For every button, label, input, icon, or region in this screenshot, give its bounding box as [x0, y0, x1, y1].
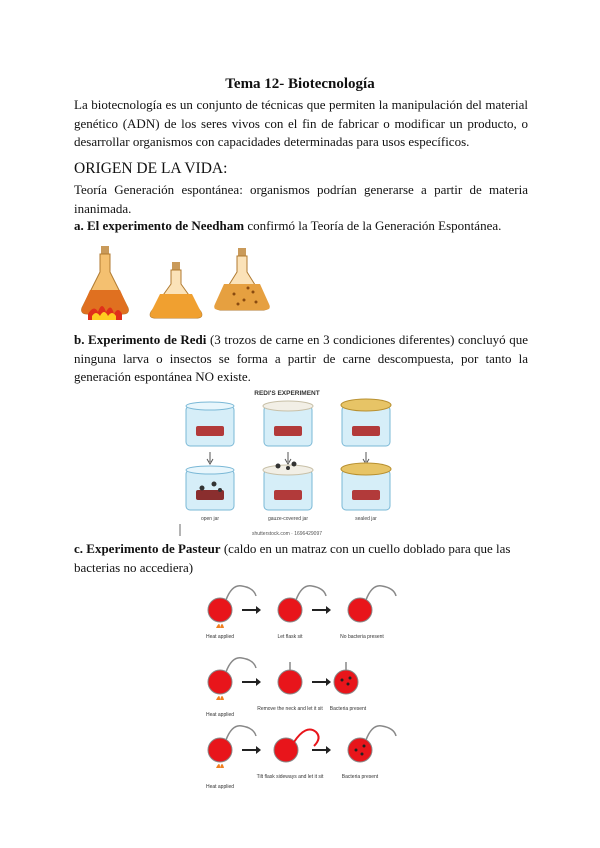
pasteur-row1-left: Heat applied: [205, 634, 235, 640]
redi-credit: shutterstock.com · 1696429097: [251, 531, 323, 537]
item-a-paragraph: [74, 217, 528, 236]
redi-caption-gauze: gauze-covered jar: [267, 516, 309, 522]
pasteur-row-2: [206, 658, 367, 718]
redi-arrows: [207, 452, 369, 464]
item-b-paragraph: [74, 331, 528, 387]
pasteur-row3-middle: Tilt flask sideways and let it sit: [256, 774, 324, 780]
gauze-jar-before: [263, 401, 313, 446]
pasteur-row1-right: No bacteria present: [340, 634, 384, 640]
pasteur-row1-middle: Let flask sit: [277, 634, 303, 640]
item-b-heading: b. Experimento de Redi: [74, 332, 207, 347]
redi-caption-open: open jar: [200, 516, 220, 522]
item-c-heading: c. Experimento de Pasteur: [74, 541, 221, 556]
intro-paragraph: La biotecnología es un conjunto de técnicas que permiten la manipulación del material genético (ADN) de los seres vivos con el fin de fabricar o modificar un producto, o desarrollar organismos con capacidades determinadas para usos específicos.: [74, 97, 528, 149]
pasteur-row2-left: Heat applied: [205, 712, 235, 718]
needham-flasks-image: [78, 242, 288, 322]
redi-figure-title: REDI'S EXPERIMENT: [254, 390, 320, 397]
pasteur-experiment-image: [190, 578, 400, 794]
pasteur-row2-middle: Remove the neck and let it sit: [257, 706, 323, 712]
redi-caption-sealed: sealed jar: [355, 516, 377, 522]
item-b-text: (3 trozos de carne en 3 condiciones diferentes) concluyó que ninguna larva o insectos se forma a partir de carne descompuesta, por tanto la generación espontánea NO existe.: [74, 332, 528, 384]
item-a-heading: a. El experimento de Needham: [74, 218, 245, 233]
item-c-text: (caldo en un matraz con un cuello doblado para que las bacterias no accediera): [74, 541, 511, 575]
sealed-jar-before: [341, 399, 391, 446]
section-heading: ORIGEN DE LA VIDA:: [74, 160, 228, 177]
theory-paragraph: Teoría Generación espontánea: organismos podrían generarse a partir de materia inanimada.: [74, 182, 528, 216]
open-jar-after: [186, 466, 234, 510]
redi-experiment-image: [176, 386, 398, 540]
cloudy-flask-illustration: [214, 248, 270, 310]
pasteur-row3-right: Bacteria present: [341, 774, 379, 780]
heated-flask-illustration: [82, 246, 129, 320]
pasteur-row2-right: Bacteria present: [329, 706, 367, 712]
pasteur-row3-left: Heat applied: [205, 784, 235, 790]
broth-flask-illustration: [150, 262, 202, 318]
gauze-jar-after: [263, 462, 313, 511]
item-a-text: confirmó la Teoría de la Generación Espontánea.: [244, 218, 502, 233]
item-c-paragraph: [74, 540, 528, 577]
pasteur-row-1: [206, 586, 396, 640]
pasteur-row-3: [206, 726, 396, 790]
open-jar-before: [186, 402, 234, 446]
sealed-jar-after: [341, 463, 391, 510]
page-title: Tema 12- Biotecnología: [225, 76, 375, 92]
